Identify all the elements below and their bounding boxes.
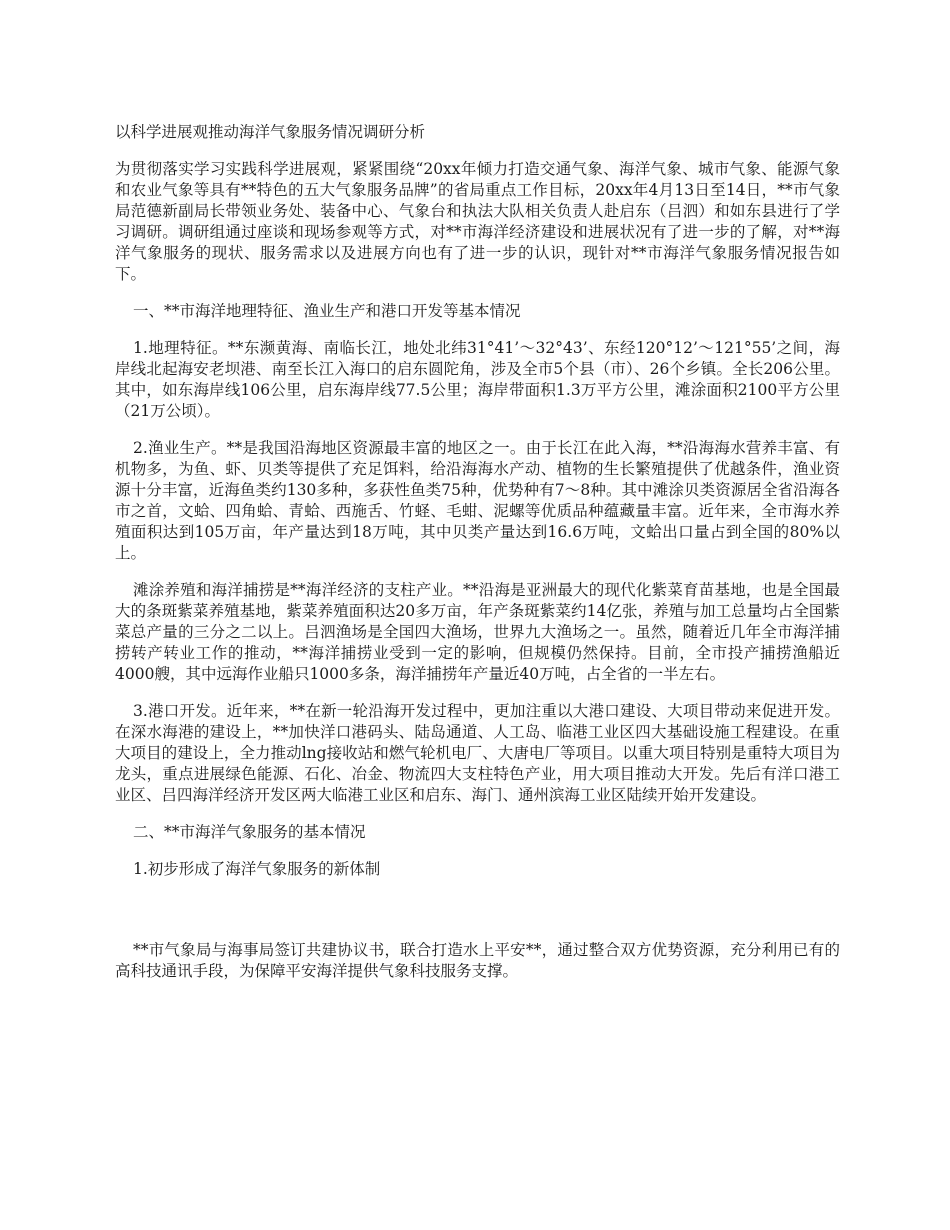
port-paragraph: 3.港口开发。近年来，**在新一轮沿海开发过程中，更加注重以大港口建设、大项目带动来促进开发。在深水海港的建设上，**加快洋口港码头、陆岛通道、人工岛、临港工业区四大基础设施工程建设。在重大项目的建设上，全力推动lng接收站和燃气轮机电厂、大唐电厂等项目。以重大项目特别是重特大项目为龙头，重点进展绿色能源、石化、冶金、物流四大支柱特色产业，用大项目推动大开发。先后有洋口港工业区、吕四海洋经济开发区两大临港工业区和启东、海门、通州滨海工业区陆续开始开发建设。 [115,702,840,804]
aquaculture-paragraph: 滩涂养殖和海洋捕捞是**海洋经济的支柱产业。**沿海是亚洲最大的现代化紫菜育苗基地，也是全国最大的条斑紫菜养殖基地，紫菜养殖面积达20多万亩，年产条斑紫菜约14亿张，养殖与加工总量均占全国紫菜总产量的三分之二以上。吕泗渔场是全国四大渔场，世界九大渔场之一。虽然，随着近几年全市海洋捕捞转产转业工作的推动，**海洋捕捞业受到一定的影响，但规模仍然保持。目前，全市投产捕捞渔船近4000艘，其中远海作业船只1000多条，海洋捕捞年产量近40万吨，占全省的一半左右。 [115,581,840,683]
section2-heading: 二、**市海洋气象服务的基本情况 [133,823,366,841]
blank-space [115,896,840,940]
section2-paragraph: **市气象局与海事局签订共建协议书，联合打造水上平安**，通过整合双方优势资源，充分利用已有的高科技通讯手段，为保障平安海洋提供气象科技服务支撑。 [115,941,840,980]
section2-subheading: 1.初步形成了海洋气象服务的新体制 [133,860,381,878]
section1-heading: 一、**市海洋地理特征、渔业生产和港口开发等基本情况 [133,302,521,320]
geography-paragraph: 1.地理特征。**东濒黄海、南临长江，地处北纬31°41’～32°43’、东经120°12’～121°55’之间，海岸线北起海安老坝港、南至长江入海口的启东圆陀角，涉及全市5个县（市）、26个乡镇。全长206公里。其中，如东海岸线106公里，启东海岸线77.5公里；海岸带面积1.3万平方公里，滩涂面积2100平方公里（21万公顷）。 [115,339,840,420]
document-page [115,122,840,998]
document-title: 以科学进展观推动海洋气象服务情况调研分析 [115,123,426,141]
intro-paragraph: 为贯彻落实学习实践科学进展观，紧紧围绕“20xx年倾力打造交通气象、海洋气象、城市气象、能源气象和农业气象等具有**特色的五大气象服务品牌”的省局重点工作目标，20xx年4月13日至14日，**市气象局范德新副局长带领业务处、装备中心、气象台和执法大队相关负责人赴启东（吕泗）和如东县进行了学习调研。调研组通过座谈和现场参观等方式，对**市海洋经济建设和进展状况有了进一步的了解，对**海洋气象服务的现状、服务需求以及进展方向也有了进一步的认识，现针对**市海洋气象服务情况报告如下。 [115,160,840,283]
fishery-paragraph: 2.渔业生产。**是我国沿海地区资源最丰富的地区之一。由于长江在此入海，**沿海海水营养丰富、有机物多，为鱼、虾、贝类等提供了充足饵料，给沿海海水产动、植物的生长繁殖提供了优越条件，渔业资源十分丰富，近海鱼类约130多种，多获性鱼类75种，优势种有7～8种。其中滩涂贝类资源居全省沿海各市之首，文蛤、四角蛤、青蛤、西施舌、竹蛏、毛蚶、泥螺等优质品种蕴藏量丰富。近年来，全市海水养殖面积达到105万亩，年产量达到18万吨，其中贝类产量达到16.6万吨，文蛤出口量占到全国的80%以上。 [115,439,840,562]
